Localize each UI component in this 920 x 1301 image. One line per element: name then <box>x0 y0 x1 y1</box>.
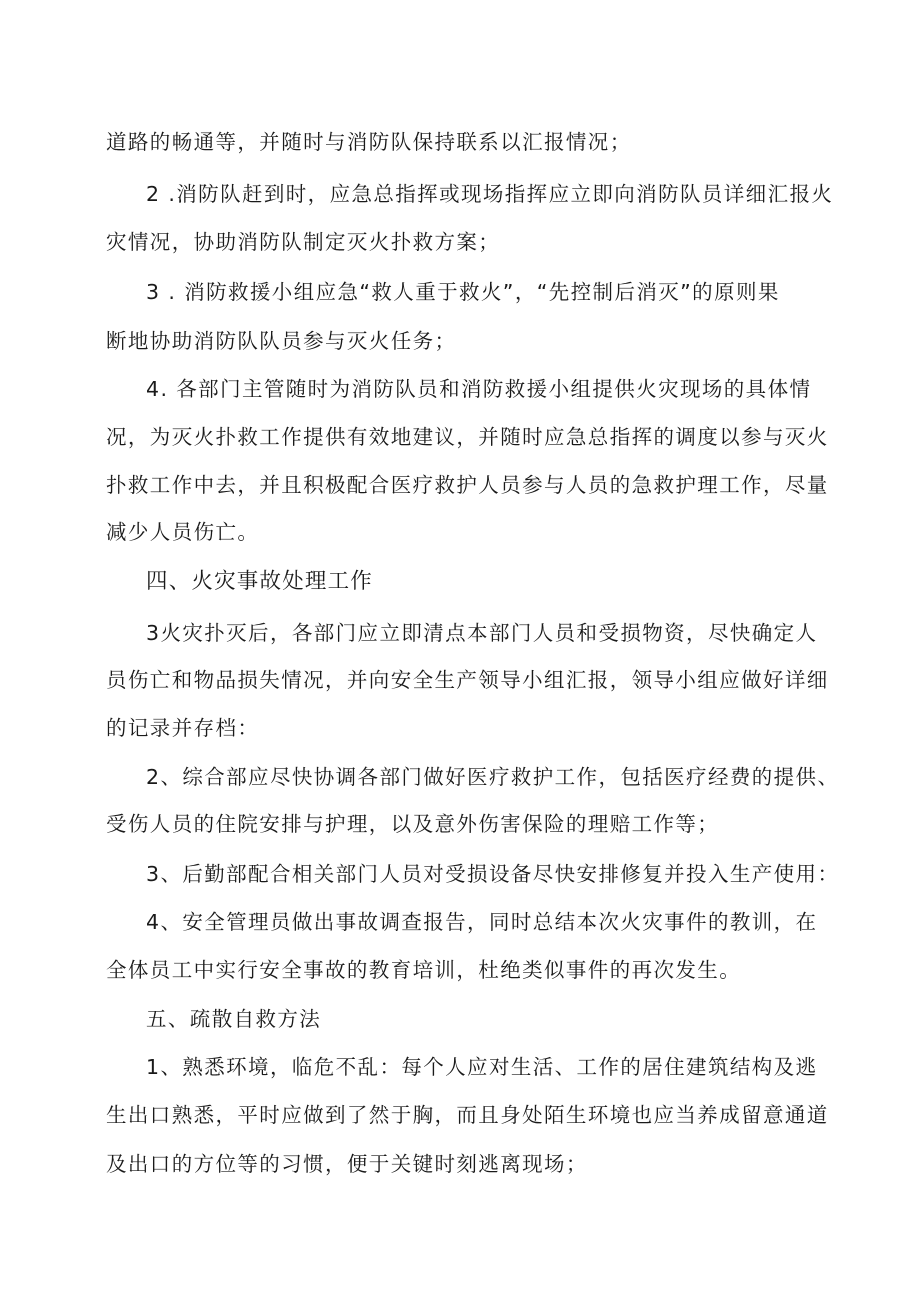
paragraph-line: 减少人员伤亡。 <box>106 520 260 544</box>
paragraph-line: 全体员工中实行安全事故的教育培训，杜绝类似事件的再次发生。 <box>106 958 742 982</box>
paragraph-line: 灾情况，协助消防队制定灭火扑救方案； <box>106 230 501 254</box>
paragraph-line: 4、安全管理员做出事故调查报告，同时总结本次火灾事件的教训，在 <box>146 910 818 934</box>
paragraph-line: 4. 各部门主管随时为消防队员和消防救援小组提供火灾现场的具体情 <box>146 377 812 401</box>
paragraph-line: 2 .消防队赶到时，应急总指挥或现场指挥应立即向消防队员详细汇报火 <box>146 182 834 206</box>
section-heading-evacuation: 五、疏散自救方法 <box>146 1007 322 1031</box>
paragraph-line: 3火灾扑灭后，各部门应立即清点本部门人员和受损物资，尽快确定人 <box>146 621 818 645</box>
paragraph-line: 扑救工作中去，并且积极配合医疗救护人员参与人员的急救护理工作，尽量 <box>106 473 829 497</box>
paragraph-line: 生出口熟悉，平时应做到了然于胸，而且身处陌生环境也应当养成留意通道 <box>106 1103 829 1127</box>
paragraph-line: 员伤亡和物品损失情况，并向安全生产领导小组汇报，领导小组应做好详细 <box>106 668 829 692</box>
paragraph-line: 的记录并存档： <box>106 716 260 740</box>
paragraph-line: 受伤人员的住院安排与护理，以及意外伤害保险的理赔工作等； <box>106 812 720 836</box>
paragraph-line: 3、后勤部配合相关部门人员对受损设备尽快安排修复并投入生产使用： <box>146 862 840 886</box>
paragraph-line: 断地协助消防队队员参与灭火任务； <box>106 329 457 353</box>
paragraph-line: 况，为灭火扑救工作提供有效地建议，并随时应急总指挥的调度以参与灭火 <box>106 425 829 449</box>
section-heading-fire-accident: 四、火灾事故处理工作 <box>146 569 374 594</box>
paragraph-line: 及出口的方位等的习惯，便于关键时刻逃离现场； <box>106 1152 588 1176</box>
paragraph-line: 1、熟悉环境，临危不乱：每个人应对生活、工作的居住建筑结构及逃 <box>146 1055 818 1079</box>
paragraph-line: 道路的畅通等，并随时与消防队保持联系以汇报情况； <box>106 130 632 154</box>
paragraph-line: 3 . 消防救援小组应急“救人重于救火”，“先控制后消灭”的原则果 <box>146 280 780 304</box>
paragraph-line: 2、综合部应尽快协调各部门做好医疗救护工作，包括医疗经费的提供、 <box>146 765 840 789</box>
